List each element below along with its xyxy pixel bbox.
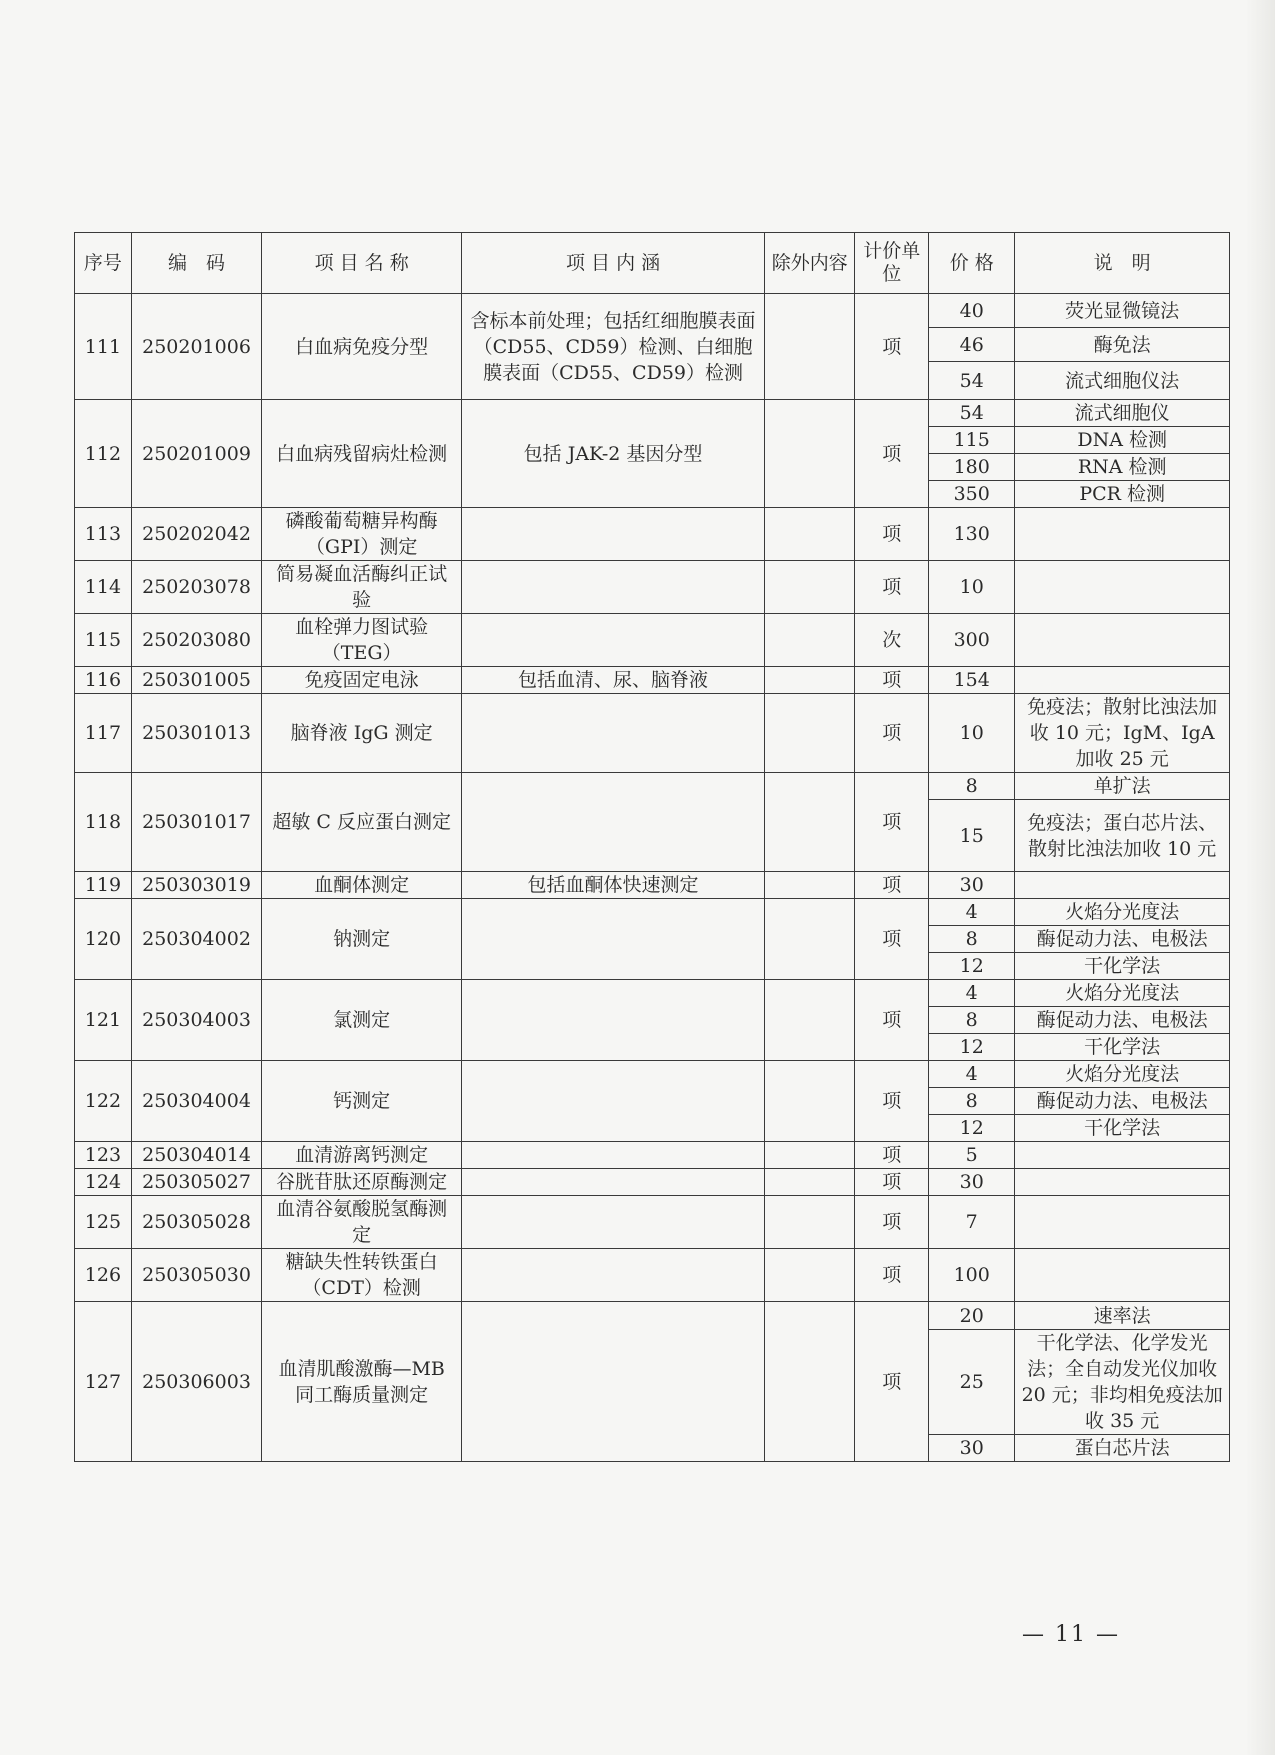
cell-unit: 项	[855, 773, 929, 872]
cell-excluded	[765, 400, 855, 508]
cell-note: 干化学法	[1015, 1115, 1230, 1142]
cell-content	[462, 1302, 765, 1462]
cell-code: 250203078	[131, 561, 261, 614]
table-row	[75, 773, 1230, 800]
cell-seq: 113	[75, 508, 132, 561]
cell-note: 蛋白芯片法	[1015, 1435, 1230, 1462]
cell-excluded	[765, 1196, 855, 1249]
cell-content	[462, 773, 765, 872]
cell-note: 速率法	[1015, 1302, 1230, 1330]
cell-name: 钙测定	[262, 1061, 462, 1142]
cell-name: 血酮体测定	[262, 872, 462, 899]
cell-code: 250305027	[131, 1169, 261, 1196]
cell-code: 250301005	[131, 667, 261, 694]
cell-name: 糖缺失性转铁蛋白（CDT）检测	[262, 1249, 462, 1302]
cell-content	[462, 1196, 765, 1249]
cell-unit: 项	[855, 899, 929, 980]
cell-unit: 项	[855, 400, 929, 508]
cell-content	[462, 1169, 765, 1196]
cell-code: 250201009	[131, 400, 261, 508]
cell-name: 血清谷氨酸脱氢酶测定	[262, 1196, 462, 1249]
cell-note: PCR 检测	[1015, 481, 1230, 508]
cell-price: 8	[929, 1088, 1015, 1115]
cell-seq: 114	[75, 561, 132, 614]
cell-unit: 项	[855, 1169, 929, 1196]
cell-note: 免疫法；散射比浊法加收 10 元；IgM、IgA 加收 25 元	[1015, 694, 1230, 773]
page-number: — 11 —	[1022, 1622, 1120, 1647]
cell-unit: 项	[855, 294, 929, 400]
cell-code: 250301017	[131, 773, 261, 872]
cell-note	[1015, 1142, 1230, 1169]
cell-price: 25	[929, 1330, 1015, 1435]
cell-note: 免疫法；蛋白芯片法、散射比浊法加收 10 元	[1015, 800, 1230, 872]
cell-seq: 123	[75, 1142, 132, 1169]
cell-unit: 次	[855, 614, 929, 667]
header-code: 编 码	[131, 233, 261, 294]
cell-excluded	[765, 872, 855, 899]
cell-price: 12	[929, 1115, 1015, 1142]
table-row	[75, 561, 1230, 614]
cell-content	[462, 1061, 765, 1142]
cell-name: 脑脊液 IgG 测定	[262, 694, 462, 773]
cell-seq: 120	[75, 899, 132, 980]
cell-note: 流式细胞仪法	[1015, 362, 1230, 400]
cell-name: 白血病免疫分型	[262, 294, 462, 400]
cell-price: 54	[929, 400, 1015, 427]
table-row	[75, 694, 1230, 773]
cell-unit: 项	[855, 561, 929, 614]
cell-note: 酶促动力法、电极法	[1015, 926, 1230, 953]
table-header	[75, 233, 1230, 294]
header-seq: 序号	[75, 233, 132, 294]
cell-name: 血清游离钙测定	[262, 1142, 462, 1169]
cell-note: 流式细胞仪	[1015, 400, 1230, 427]
cell-code: 250305028	[131, 1196, 261, 1249]
cell-content	[462, 694, 765, 773]
table-row	[75, 508, 1230, 561]
cell-seq: 111	[75, 294, 132, 400]
cell-price: 130	[929, 508, 1015, 561]
price-table	[74, 232, 1230, 1462]
cell-price: 12	[929, 1034, 1015, 1061]
cell-content	[462, 614, 765, 667]
cell-unit: 项	[855, 1249, 929, 1302]
cell-name: 钠测定	[262, 899, 462, 980]
cell-seq: 115	[75, 614, 132, 667]
cell-price: 15	[929, 800, 1015, 872]
header-note: 说 明	[1015, 233, 1230, 294]
cell-note	[1015, 667, 1230, 694]
cell-price: 5	[929, 1142, 1015, 1169]
cell-seq: 127	[75, 1302, 132, 1462]
cell-content: 包括 JAK-2 基因分型	[462, 400, 765, 508]
cell-excluded	[765, 694, 855, 773]
scan-edge-shadow	[1245, 0, 1275, 1755]
table-row	[75, 614, 1230, 667]
table-body	[75, 294, 1230, 1462]
table-row	[75, 980, 1230, 1007]
cell-code: 250203080	[131, 614, 261, 667]
cell-code: 250304003	[131, 980, 261, 1061]
cell-note: 火焰分光度法	[1015, 980, 1230, 1007]
cell-note: 酶促动力法、电极法	[1015, 1007, 1230, 1034]
cell-excluded	[765, 1061, 855, 1142]
cell-price: 30	[929, 1169, 1015, 1196]
cell-price: 115	[929, 427, 1015, 454]
cell-note	[1015, 1169, 1230, 1196]
cell-content	[462, 508, 765, 561]
cell-note	[1015, 872, 1230, 899]
cell-excluded	[765, 294, 855, 400]
table-row	[75, 1302, 1230, 1330]
cell-note	[1015, 1249, 1230, 1302]
cell-note: 荧光显微镜法	[1015, 294, 1230, 328]
cell-price: 180	[929, 454, 1015, 481]
cell-code: 250301013	[131, 694, 261, 773]
table-row	[75, 1169, 1230, 1196]
cell-code: 250304014	[131, 1142, 261, 1169]
cell-price: 300	[929, 614, 1015, 667]
cell-seq: 117	[75, 694, 132, 773]
cell-unit: 项	[855, 508, 929, 561]
cell-price: 46	[929, 328, 1015, 362]
cell-name: 血清肌酸激酶—MB 同工酶质量测定	[262, 1302, 462, 1462]
cell-seq: 118	[75, 773, 132, 872]
cell-note: 酶免法	[1015, 328, 1230, 362]
cell-excluded	[765, 1302, 855, 1462]
cell-price: 4	[929, 899, 1015, 926]
cell-note	[1015, 1196, 1230, 1249]
cell-content	[462, 1142, 765, 1169]
cell-price: 54	[929, 362, 1015, 400]
cell-excluded	[765, 980, 855, 1061]
cell-excluded	[765, 667, 855, 694]
cell-content: 包括血清、尿、脑脊液	[462, 667, 765, 694]
cell-unit: 项	[855, 1302, 929, 1462]
header-name: 项 目 名 称	[262, 233, 462, 294]
cell-seq: 125	[75, 1196, 132, 1249]
cell-name: 磷酸葡萄糖异构酶（GPI）测定	[262, 508, 462, 561]
cell-seq: 112	[75, 400, 132, 508]
cell-seq: 126	[75, 1249, 132, 1302]
cell-price: 40	[929, 294, 1015, 328]
cell-excluded	[765, 1249, 855, 1302]
cell-code: 250306003	[131, 1302, 261, 1462]
table-row	[75, 872, 1230, 899]
cell-note: 干化学法、化学发光法；全自动发光仪加收 20 元；非均相免疫法加收 35 元	[1015, 1330, 1230, 1435]
cell-price: 350	[929, 481, 1015, 508]
cell-unit: 项	[855, 694, 929, 773]
cell-excluded	[765, 614, 855, 667]
cell-code: 250202042	[131, 508, 261, 561]
table-row	[75, 1061, 1230, 1088]
cell-price: 8	[929, 1007, 1015, 1034]
cell-note	[1015, 561, 1230, 614]
cell-code: 250303019	[131, 872, 261, 899]
cell-unit: 项	[855, 667, 929, 694]
cell-content	[462, 899, 765, 980]
table-row	[75, 400, 1230, 427]
cell-price: 7	[929, 1196, 1015, 1249]
cell-excluded	[765, 508, 855, 561]
cell-price: 4	[929, 980, 1015, 1007]
header-unit: 计价单位	[855, 233, 929, 294]
cell-content: 包括血酮体快速测定	[462, 872, 765, 899]
cell-name: 氯测定	[262, 980, 462, 1061]
cell-price: 30	[929, 1435, 1015, 1462]
cell-excluded	[765, 899, 855, 980]
cell-seq: 124	[75, 1169, 132, 1196]
header-excluded: 除外内容	[765, 233, 855, 294]
cell-note: 火焰分光度法	[1015, 899, 1230, 926]
cell-name: 白血病残留病灶检测	[262, 400, 462, 508]
cell-note: 火焰分光度法	[1015, 1061, 1230, 1088]
table-row	[75, 899, 1230, 926]
cell-name: 谷胱苷肽还原酶测定	[262, 1169, 462, 1196]
cell-note: 单扩法	[1015, 773, 1230, 800]
cell-price: 154	[929, 667, 1015, 694]
cell-seq: 116	[75, 667, 132, 694]
cell-code: 250201006	[131, 294, 261, 400]
cell-content: 含标本前处理；包括红细胞膜表面（CD55、CD59）检测、白细胞膜表面（CD55、CD59）检测	[462, 294, 765, 400]
cell-price: 8	[929, 773, 1015, 800]
cell-price: 20	[929, 1302, 1015, 1330]
cell-name: 血栓弹力图试验（TEG）	[262, 614, 462, 667]
cell-note: RNA 检测	[1015, 454, 1230, 481]
cell-content	[462, 1249, 765, 1302]
table-row	[75, 1249, 1230, 1302]
table-row	[75, 294, 1230, 328]
cell-content	[462, 561, 765, 614]
cell-name: 简易凝血活酶纠正试验	[262, 561, 462, 614]
cell-seq: 122	[75, 1061, 132, 1142]
cell-code: 250304004	[131, 1061, 261, 1142]
cell-price: 100	[929, 1249, 1015, 1302]
header-content: 项 目 内 涵	[462, 233, 765, 294]
cell-price: 10	[929, 561, 1015, 614]
cell-unit: 项	[855, 1061, 929, 1142]
cell-note: 干化学法	[1015, 953, 1230, 980]
cell-note: 干化学法	[1015, 1034, 1230, 1061]
cell-note: DNA 检测	[1015, 427, 1230, 454]
cell-seq: 121	[75, 980, 132, 1061]
table-row	[75, 1142, 1230, 1169]
cell-excluded	[765, 1142, 855, 1169]
cell-note: 酶促动力法、电极法	[1015, 1088, 1230, 1115]
cell-note	[1015, 508, 1230, 561]
cell-name: 超敏 C 反应蛋白测定	[262, 773, 462, 872]
cell-seq: 119	[75, 872, 132, 899]
cell-note	[1015, 614, 1230, 667]
cell-unit: 项	[855, 1196, 929, 1249]
table-row	[75, 667, 1230, 694]
cell-excluded	[765, 561, 855, 614]
header-price: 价 格	[929, 233, 1015, 294]
cell-price: 30	[929, 872, 1015, 899]
cell-price: 8	[929, 926, 1015, 953]
cell-excluded	[765, 773, 855, 872]
cell-excluded	[765, 1169, 855, 1196]
cell-content	[462, 980, 765, 1061]
cell-price: 12	[929, 953, 1015, 980]
cell-unit: 项	[855, 1142, 929, 1169]
cell-code: 250304002	[131, 899, 261, 980]
cell-price: 10	[929, 694, 1015, 773]
cell-unit: 项	[855, 980, 929, 1061]
cell-price: 4	[929, 1061, 1015, 1088]
cell-unit: 项	[855, 872, 929, 899]
table-row	[75, 1196, 1230, 1249]
cell-name: 免疫固定电泳	[262, 667, 462, 694]
cell-code: 250305030	[131, 1249, 261, 1302]
